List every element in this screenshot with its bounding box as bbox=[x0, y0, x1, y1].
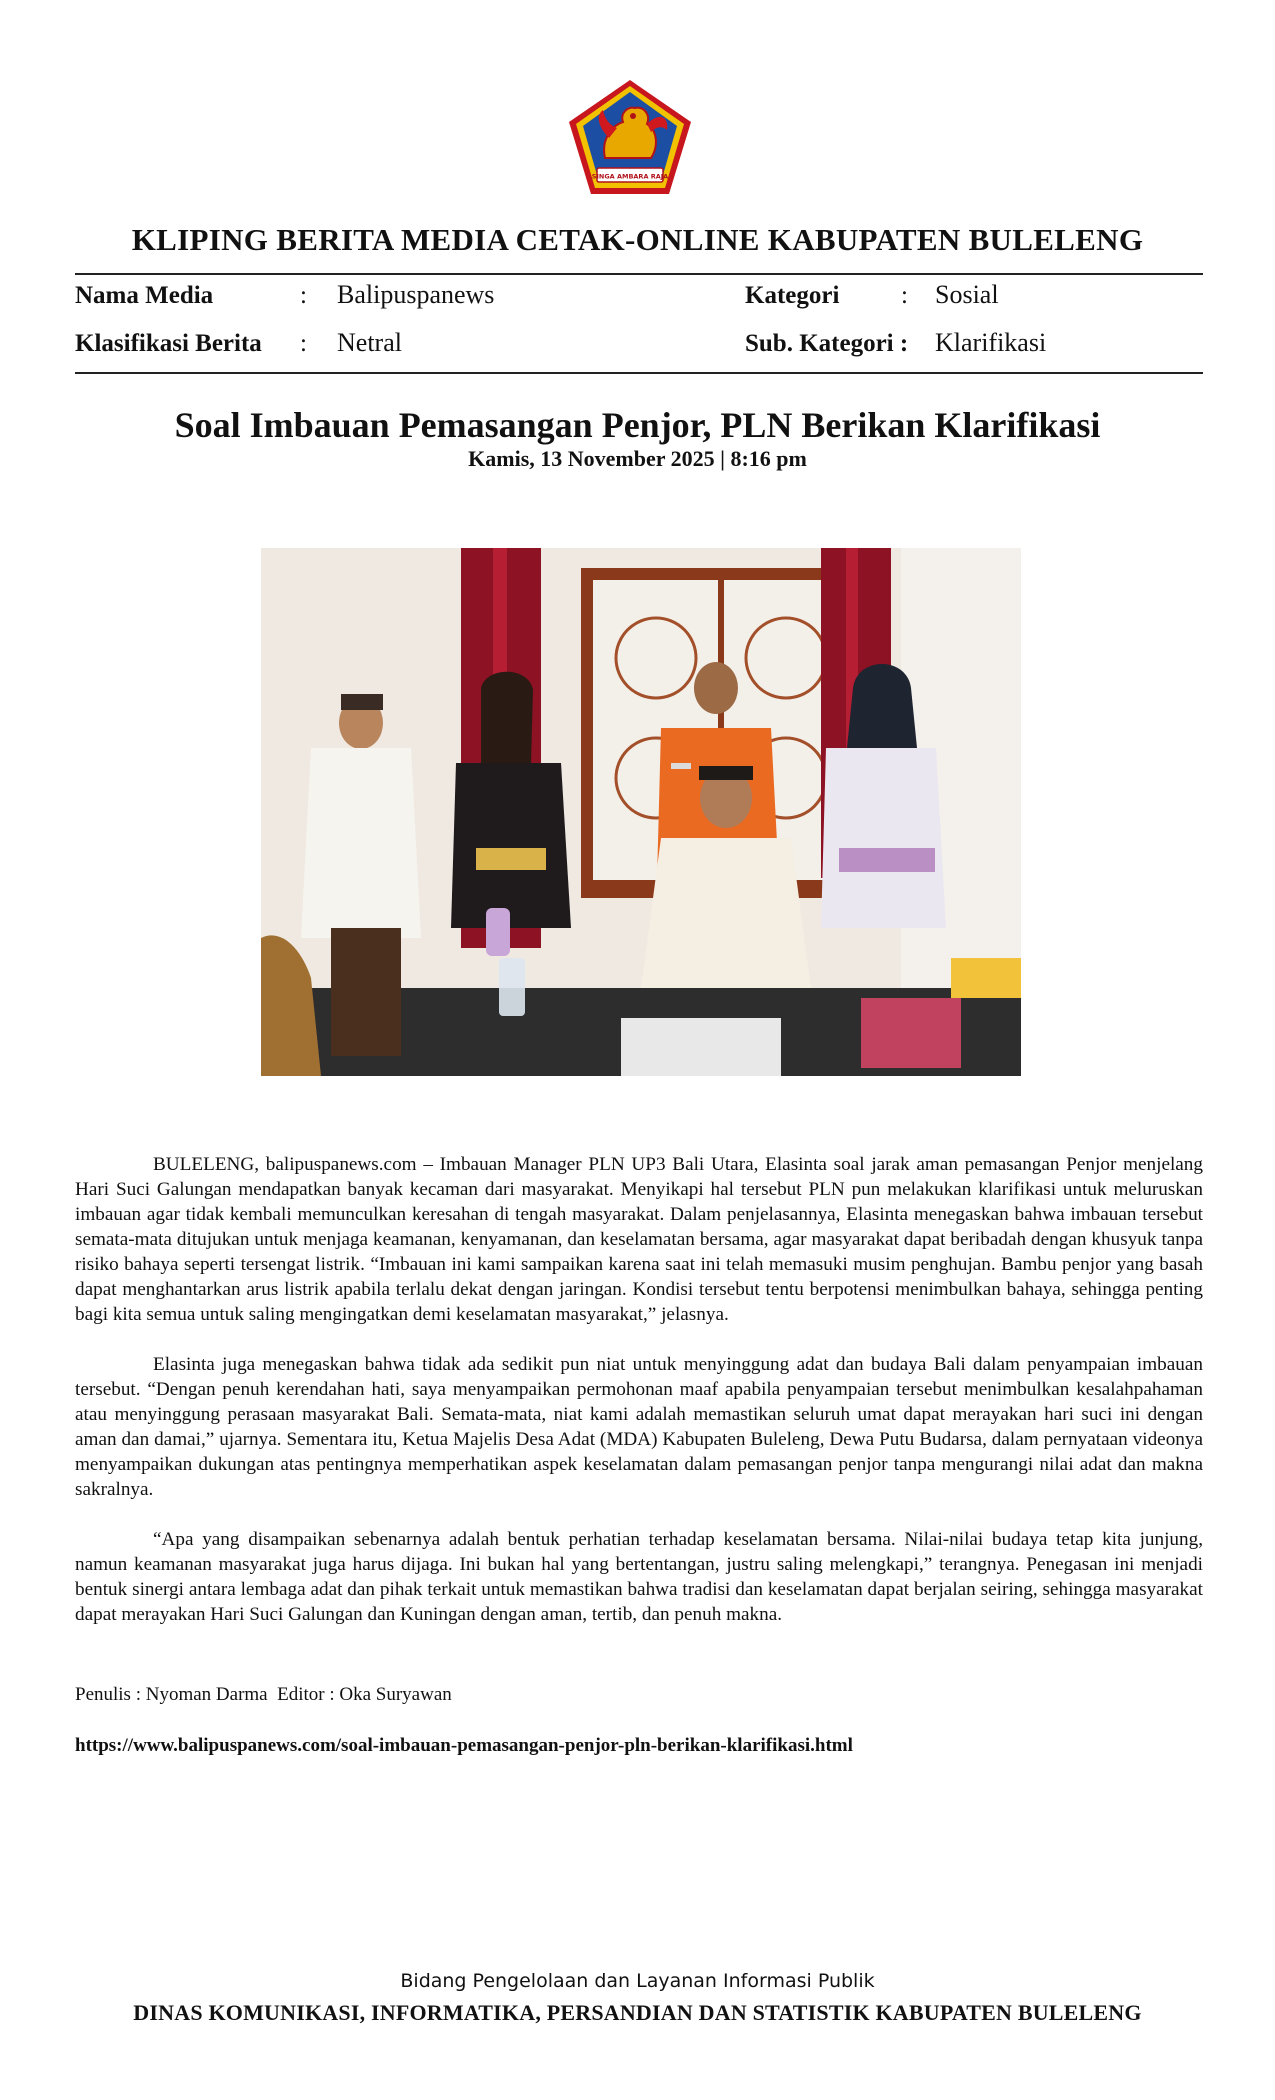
category-label: Kategori bbox=[745, 282, 840, 309]
category-value: Sosial bbox=[935, 280, 999, 309]
article-date: Kamis, 13 November 2025 | 8:16 pm bbox=[468, 446, 807, 471]
footer-division: Bidang Pengelolaan dan Layanan Informasi Publik bbox=[400, 1970, 875, 1992]
article-paragraph: BULELENG, balipuspanews.com – Imbauan Manager PLN UP3 Bali Utara, Elasinta soal jarak aman pemasangan Penjor menjelang Hari Suci Galungan mendapatkan banyak kecaman dari masyarakat. Menyikapi hal tersebut PLN pun melakukan klarifikasi untuk meluruskan imbauan agar tidak kembali memunculkan keresahan di tengah masyarakat. Dalam penjelasannya, Elasinta menegaskan bahwa imbauan tersebut semata-mata ditujukan untuk menjaga keamanan, kenyamanan, dan keselamatan bersama, agar masyarakat dapat beribadah dengan khusyuk tanpa risiko bahaya seperti tersengat listrik. “Imbauan ini kami sampaikan karena saat ini telah memasuki musim penghujan. Bambu penjor yang basah dapat menghantarkan arus listrik apabila terlalu dekat dengan jaringan. Kondisi tersebut tentu berpotensi menimbulkan bahaya, sehingga penting bagi kita semua untuk saling mengingatkan demi keselamatan masyarakat,” jelasnya. bbox=[75, 1154, 1203, 1325]
buleleng-emblem-logo bbox=[565, 76, 695, 198]
article-paragraph: Elasinta juga menegaskan bahwa tidak ada sedikit pun niat untuk menyinggung adat dan budaya Bali dalam penyampaian imbauan tersebut. “Dengan penuh kerendahan hati, saya menyampaikan permohonan maaf apabila penyampaian tersebut menimbulkan kesalahpahaman atau menyinggung perasaan masyarakat Bali. Semata-mata, niat kami adalah memastikan seluruh umat dapat merayakan hari suci ini dengan aman dan damai,” ujarnya. Sementara itu, Ketua Majelis Desa Adat (MDA) Kabupaten Buleleng, Dewa Putu Budarsa, dalam pernyataan videonya menyampaikan dukungan atas pentingnya memperhatikan aspek keselamatan dalam pemasangan penjor tanpa mengurangi nilai adat dan makna sakralnya. bbox=[75, 1354, 1203, 1500]
news-classification-value: Netral bbox=[337, 328, 402, 357]
sub-category-label: Sub. Kategori : bbox=[745, 330, 909, 357]
footer-department: DINAS KOMUNIKASI, INFORMATIKA, PERSANDIAN DAN STATISTIK KABUPATEN BULELENG bbox=[133, 2000, 1142, 2025]
meta-divider bbox=[75, 372, 1203, 374]
category-colon: : bbox=[901, 282, 908, 309]
source-url: https://www.balipuspanews.com/soal-imbauan-pemasangan-penjor-pln-berikan-klarifikasi.html bbox=[75, 1735, 853, 1756]
article-body bbox=[75, 1152, 1203, 1652]
clipping-header-title: KLIPING BERITA MEDIA CETAK-ONLINE KABUPATEN BULELENG bbox=[131, 222, 1144, 257]
author-editor-credits: Penulis : Nyoman Darma Editor : Oka Suryawan bbox=[75, 1684, 452, 1705]
article-title: Soal Imbauan Pemasangan Penjor, PLN Berikan Klarifikasi bbox=[174, 405, 1101, 445]
news-photo bbox=[261, 548, 1021, 1076]
news-classification-colon: : bbox=[300, 330, 307, 357]
news-classification-label: Klasifikasi Berita bbox=[75, 330, 262, 357]
media-name-colon: : bbox=[300, 282, 307, 309]
article-paragraph: “Apa yang disampaikan sebenarnya adalah bentuk perhatian terhadap keselamatan bersama. Nilai-nilai budaya tetap kita junjung, namun keamanan masyarakat juga harus dijaga. Ini bukan hal yang bertentangan, justru saling melengkapi,” terangnya. Penegasan ini menjadi bentuk sinergi antara lembaga adat dan pihak terkait untuk memastikan bahwa tradisi dan keselamatan dapat berjalan seiring, sehingga masyarakat dapat merayakan Hari Suci Galungan dan Kuningan dengan aman, tertib, dan penuh makna. bbox=[75, 1529, 1203, 1625]
media-name-label: Nama Media bbox=[75, 282, 214, 309]
logo-motto: SINGA AMBARA RAJA bbox=[591, 172, 669, 181]
sub-category-value: Klarifikasi bbox=[935, 328, 1047, 357]
media-name-value: Balipuspanews bbox=[337, 280, 495, 309]
top-divider bbox=[75, 273, 1203, 275]
